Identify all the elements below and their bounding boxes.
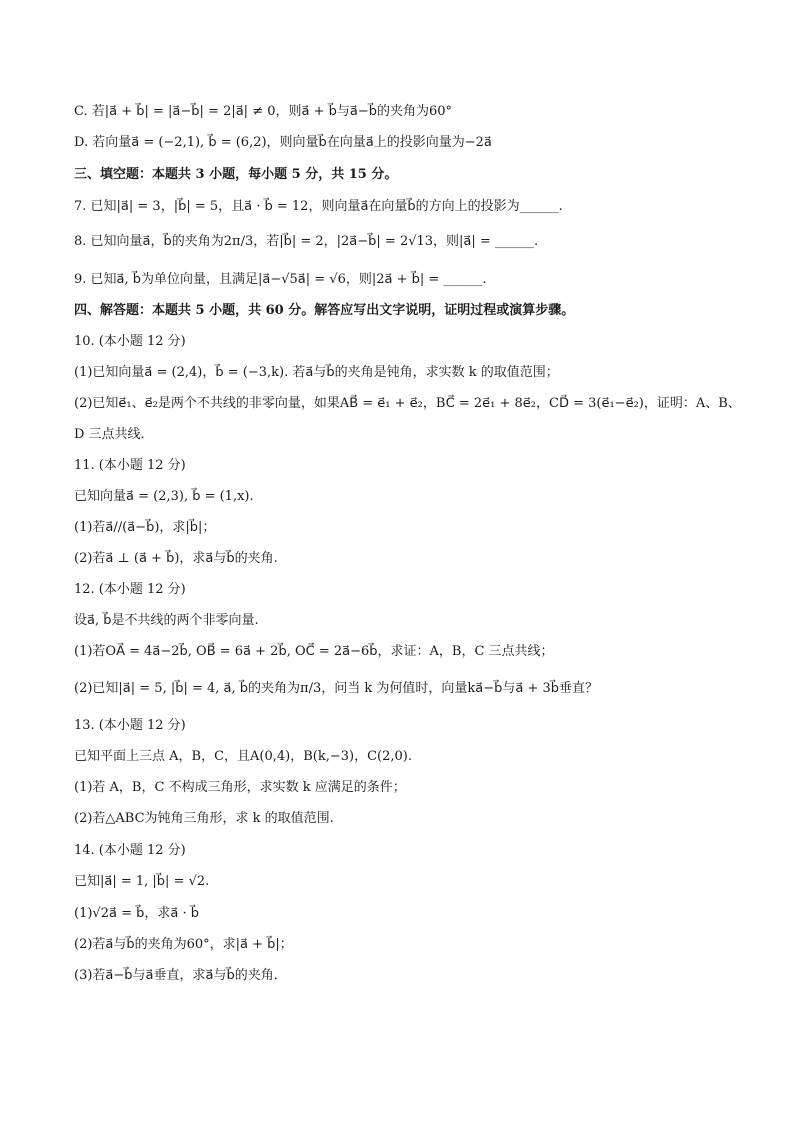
question-13-stem: 已知平面上三点 A，B，C，且A(0,4)，B(k,−3)，C(2,0). [74, 749, 412, 764]
section-answer-header: 四、解答题：本题共 5 小题，共 60 分。解答应写出文字说明，证明过程或演算步骤。 [74, 303, 575, 318]
question-14-stem: 已知|a⃗| = 1, |b⃗| = √2. [74, 874, 210, 889]
question-11-part-2: (2)若a⃗ ⊥ (a⃗ + b⃗)，求a⃗与b⃗的夹角. [74, 551, 278, 566]
question-7: 7. 已知|a⃗| = 3，|b⃗| = 5，且a⃗ · b⃗ = 12，则向量a⃗在向量b⃗的方向上的投影为______. [74, 199, 563, 214]
option-d: D. 若向量a⃗ = (−2,1), b⃗ = (6,2)，则向量b⃗在向量a⃗上的投影向量为−2a⃗ [74, 135, 492, 150]
question-12-stem: 设a⃗, b⃗是不共线的两个非零向量. [74, 613, 259, 628]
question-12-part-2: (2)已知|a⃗| = 5, |b⃗| = 4, a⃗, b⃗的夹角为π/3，问当 k 为何值时，向量ka⃗−b⃗与a⃗ + 3b⃗垂直？ [74, 681, 598, 696]
question-10-part-2-cont: D 三点共线． [74, 427, 154, 442]
question-10-part-1: (1)已知向量a⃗ = (2,4)，b⃗ = (−3,k). 若a⃗与b⃗的夹角是钝角，求实数 k 的取值范围； [74, 365, 559, 380]
question-13-part-1: (1)若 A，B，C 不构成三角形，求实数 k 应满足的条件； [74, 780, 406, 795]
question-11-stem: 已知向量a⃗ = (2,3), b⃗ = (1,x). [74, 489, 254, 504]
question-14-part-3: (3)若a⃗−b⃗与a⃗垂直，求a⃗与b⃗的夹角． [74, 968, 287, 983]
section-fill-in-header: 三、填空题：本题共 3 小题，每小题 5 分，共 15 分。 [74, 167, 398, 182]
question-13-title: 13. (本小题 12 分) [74, 718, 186, 733]
question-8: 8. 已知向量a⃗，b⃗的夹角为2π/3，若|b⃗| = 2，|2a⃗−b⃗| = 2√13，则|a⃗| = ______. [74, 234, 539, 249]
question-14-title: 14. (本小题 12 分) [74, 843, 186, 858]
question-13-part-2: (2)若△ABC为钝角三角形，求 k 的取值范围. [74, 811, 334, 826]
question-14-part-1: (1)√2a⃗ = b⃗，求a⃗ · b⃗ [74, 906, 199, 921]
question-11-part-1: (1)若a⃗//(a⃗−b⃗)，求|b⃗|； [74, 520, 216, 535]
question-9: 9. 已知a⃗, b⃗为单位向量，且满足|a⃗−√5a⃗| = √6，则|2a⃗ + b⃗| = ______. [74, 272, 487, 287]
question-11-title: 11. (本小题 12 分) [74, 458, 186, 473]
question-12-title: 12. (本小题 12 分) [74, 582, 186, 597]
question-12-part-1: (1)若OA⃗ = 4a⃗−2b⃗, OB⃗ = 6a⃗ + 2b⃗, OC⃗ = 2a⃗−6b⃗，求证：A，B，C 三点共线； [74, 644, 554, 659]
question-14-part-2: (2)若a⃗与b⃗的夹角为60°，求|a⃗ + b⃗|； [74, 937, 293, 952]
question-10-title: 10. (本小题 12 分) [74, 334, 186, 349]
question-10-part-2: (2)已知e⃗₁、e⃗₂是两个不共线的非零向量，如果AB⃗ = e⃗₁ + e⃗₂，BC⃗ = 2e⃗₁ + 8e⃗₂，CD⃗ = 3(e⃗₁−e⃗₂)，证明：A、B、 [74, 396, 741, 411]
option-c: C. 若|a⃗ + b⃗| = |a⃗−b⃗| = 2|a⃗| ≠ 0，则a⃗ + b⃗与a⃗−b⃗的夹角为60° [74, 104, 453, 119]
